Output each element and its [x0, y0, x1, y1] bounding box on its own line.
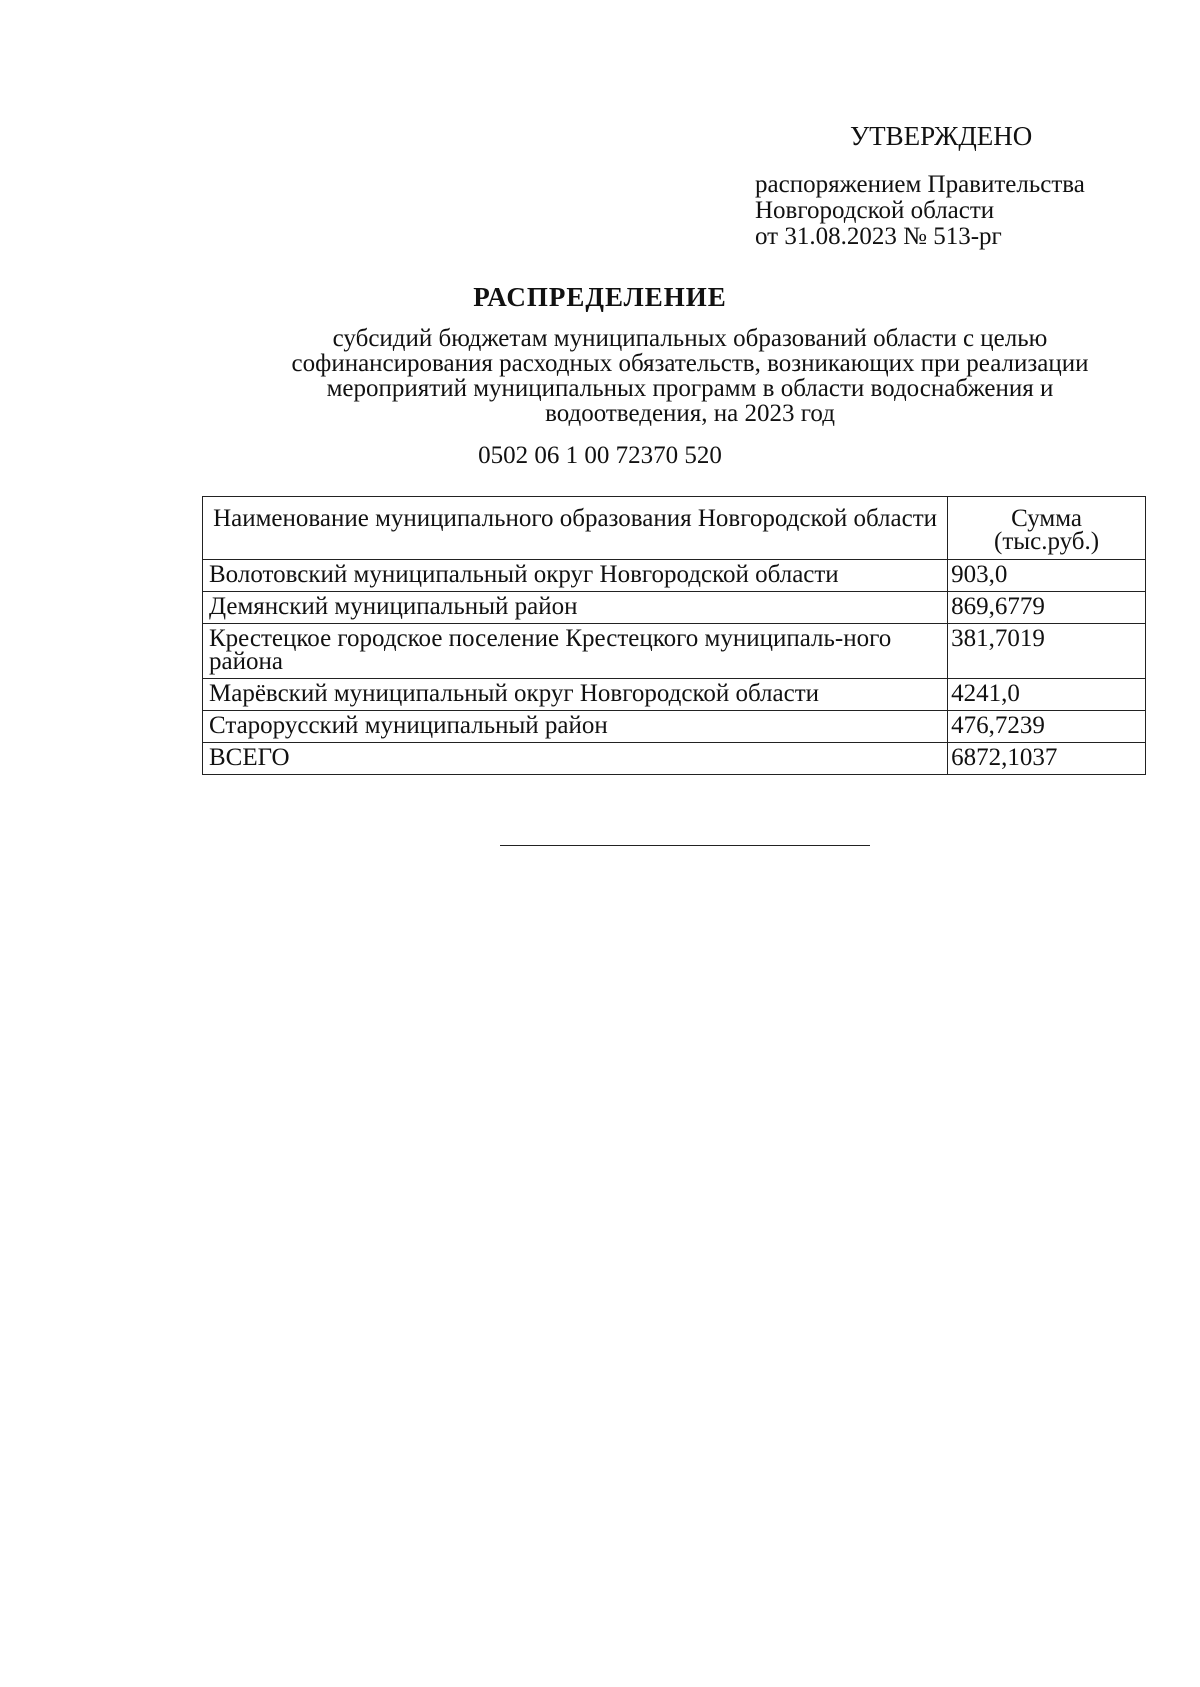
header-sum: [948, 497, 1146, 560]
table-row: [203, 679, 1146, 711]
table-row: [203, 560, 1146, 592]
end-separator-line: [500, 845, 870, 846]
municipality-name-cell: Волотовский муниципальный округ Новгородской области: [203, 560, 948, 592]
municipality-name-cell: Марёвский муниципальный округ Новгородской области: [203, 679, 948, 711]
distribution-table: [202, 496, 1146, 775]
budget-classification-code: 0502 06 1 00 72370 520: [478, 442, 722, 469]
table-total-row: [203, 743, 1146, 775]
approval-line-1: распоряжением Правительства: [755, 171, 1085, 198]
header-municipality-name: Наименование муниципального образования Новгородской области: [203, 497, 948, 560]
subtitle-line-2: софинансирования расходных обязательств, возникающих при реализации: [291, 350, 1089, 377]
table-header-row: [203, 497, 1146, 560]
approval-details: [755, 172, 1155, 250]
header-sum-line-1: Сумма: [1011, 505, 1082, 532]
table-row: [203, 711, 1146, 743]
header-sum-line-2: (тыс.руб.): [994, 528, 1100, 555]
total-label-cell: ВСЕГО: [203, 743, 948, 775]
subtitle-line-3: мероприятий муниципальных программ в области водоснабжения и: [326, 375, 1054, 402]
table-row: [203, 624, 1146, 679]
sum-cell: 869,6779: [948, 592, 1146, 624]
total-sum-cell: 6872,1037: [948, 743, 1146, 775]
approval-line-3: от 31.08.2023 № 513-рг: [755, 223, 1002, 250]
subtitle-line-1: субсидий бюджетам муниципальных образований области с целью: [332, 325, 1048, 352]
municipality-name-cell: Демянский муниципальный район: [203, 592, 948, 624]
municipality-name-cell: Старорусский муниципальный район: [203, 711, 948, 743]
table-row: [203, 592, 1146, 624]
subtitle-line-4: водоотведения, на 2023 год: [545, 400, 835, 427]
sum-cell: 476,7239: [948, 711, 1146, 743]
document-title: РАСПРЕДЕЛЕНИЕ: [473, 282, 727, 312]
approval-line-2: Новгородской области: [755, 197, 995, 224]
document-subtitle: [200, 326, 1180, 426]
sum-cell: 4241,0: [948, 679, 1146, 711]
municipality-name-cell: Крестецкое городское поселение Крестецкого муниципаль-ного района: [203, 624, 948, 679]
sum-cell: 381,7019: [948, 624, 1146, 679]
sum-cell: 903,0: [948, 560, 1146, 592]
approval-stamp: [755, 120, 1155, 250]
approved-label: УТВЕРЖДЕНО: [850, 121, 1033, 151]
